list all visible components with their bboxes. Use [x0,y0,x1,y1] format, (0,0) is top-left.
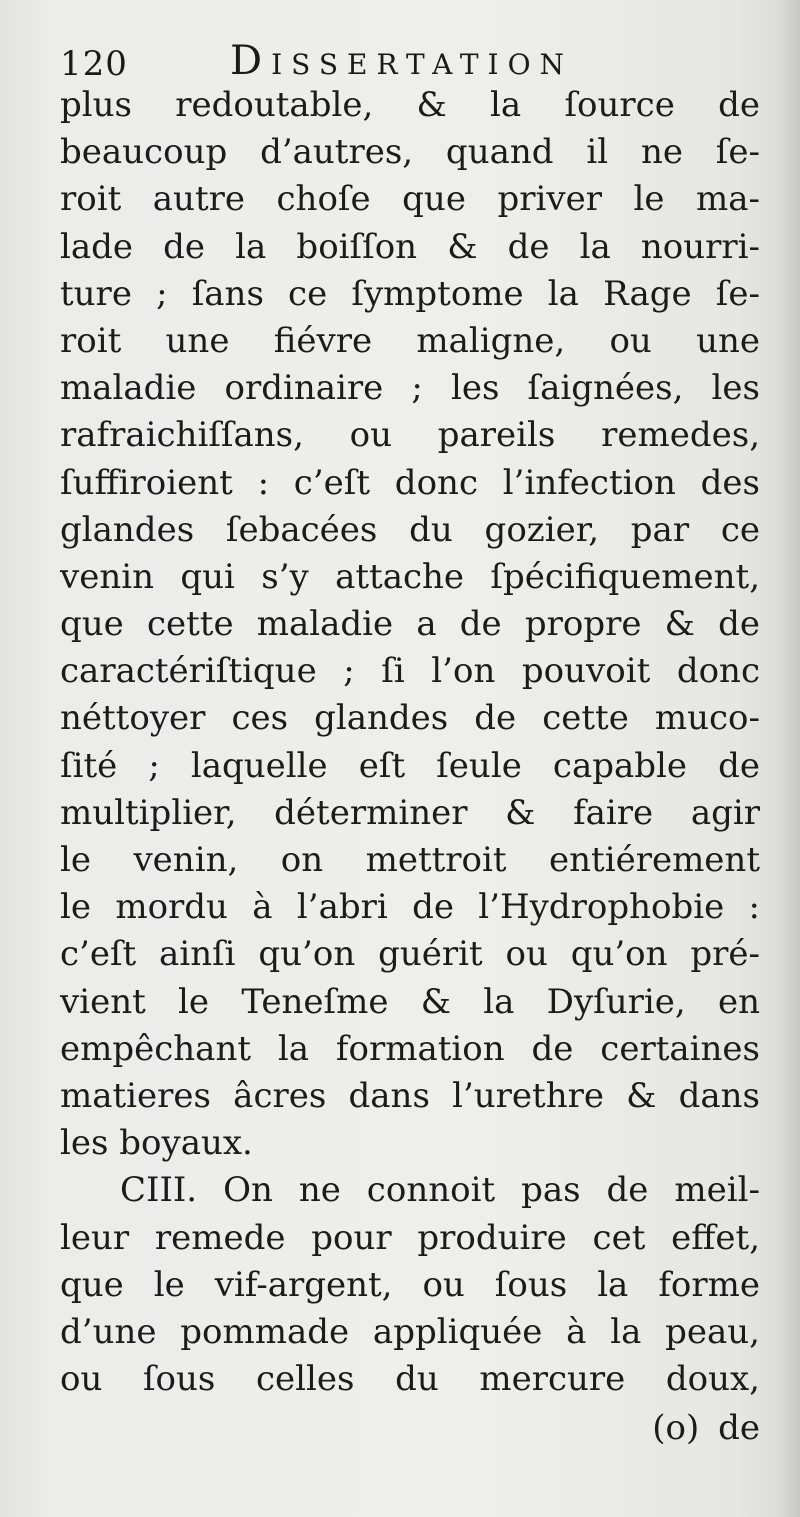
text-line: ſuffiroient : c’eſt donc l’infection des [60,462,760,503]
text-line: roit une fiévre maligne, ou une [60,320,760,361]
body-text [60,82,760,1403]
text-line: matieres âcres dans l’urethre & dans [60,1075,760,1116]
text-line: rafraichiſſans, ou pareils remedes, [60,415,760,456]
text-line: lade de la boiſſon & de la nourri- [60,226,760,267]
text-line: ou ſous celles du mercure doux, [60,1359,760,1400]
text-line: le mordu à l’abri de l’Hydrophobie : [60,887,760,928]
text-line: d’une pommade appliquée à la peau, [60,1311,760,1352]
text-line: glandes ſebacées du gozier, par ce [60,509,760,550]
text-line: maladie ordinaire ; les ſaignées, les [60,368,760,409]
text-line: vient le Teneſme & la Dyſurie, en [60,981,760,1022]
text-line: c’eſt ainſi qu’on guérit ou qu’on pré- [60,934,760,975]
text-line: néttoyer ces glandes de cette muco- [60,698,760,739]
text-line: beaucoup d’autres, quand il ne ſe- [60,132,760,173]
text-line: leur remede pour produire cet effet, [60,1217,760,1258]
text-line: que cette maladie a de propre & de [60,604,760,645]
text-line: multiplier, déterminer & faire agir [60,792,760,833]
text-line: roit autre choſe que priver le ma- [60,179,760,220]
text-line: que le vif-argent, ou ſous la forme [60,1264,760,1305]
page-number: 120 [60,44,128,84]
running-title: Dissertation [230,38,574,84]
text-line: ſité ; laquelle eſt ſeule capable de [60,745,760,786]
text-line: ture ; ſans ce ſymptome la Rage ſe- [60,273,760,314]
section-start-line: CIII. On ne connoit pas de meil- [120,1170,760,1211]
page-header [60,30,760,88]
paragraph-end-line: les boyaux. [60,1123,253,1164]
text-line: caractériſtique ; ſi l’on pouvoit donc [60,651,760,692]
text-line: plus redoutable, & la ſource de [60,85,760,125]
text-line: le venin, on mettroit entiérement [60,840,760,880]
catchword: (o) de [652,1408,760,1448]
text-line: venin qui s’y attache ſpécifiquement, [60,556,760,597]
page-edge-shadow [778,0,800,1517]
text-line: empêchant la formation de certaines [60,1028,760,1069]
